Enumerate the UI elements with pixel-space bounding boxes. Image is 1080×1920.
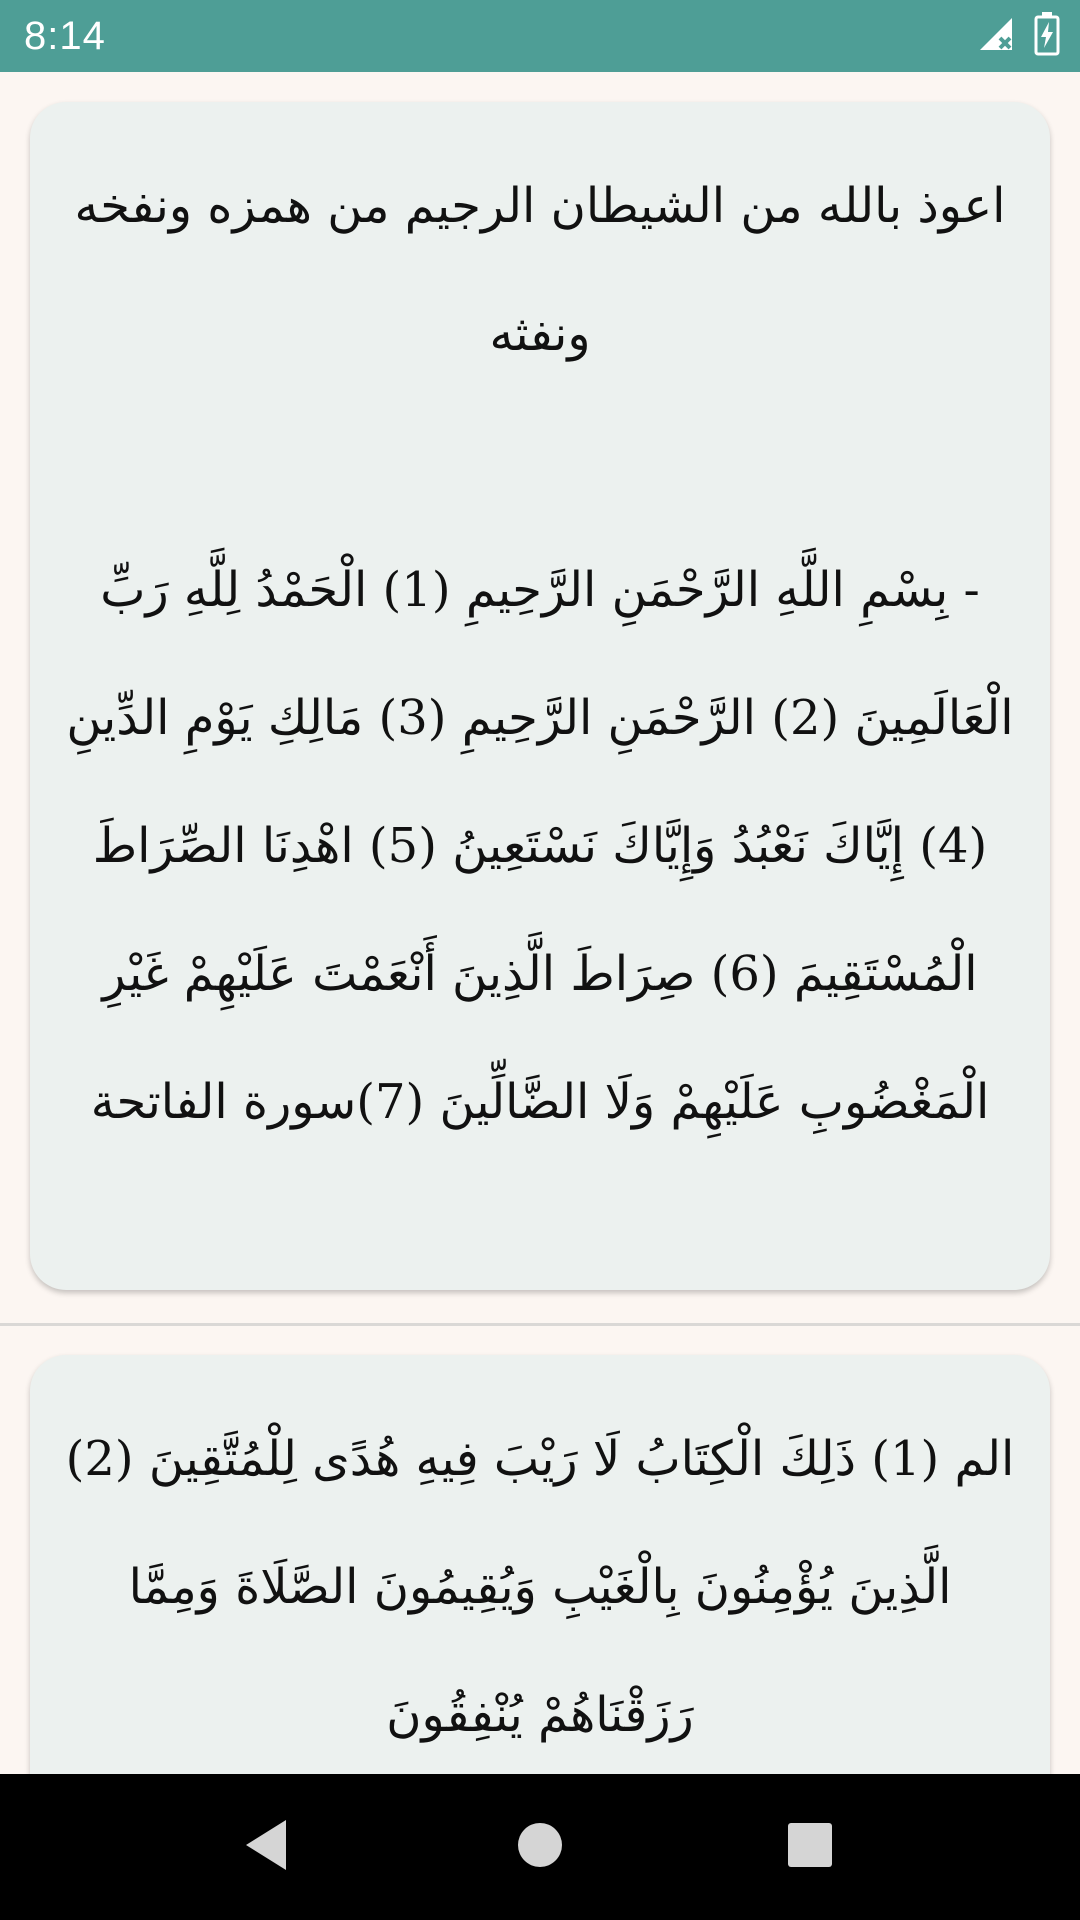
battery-charging-icon [1034, 12, 1060, 60]
navigation-bar [0, 1774, 1080, 1920]
home-button[interactable] [470, 1774, 610, 1920]
signal-off-icon [976, 14, 1016, 58]
status-time: 8:14 [24, 14, 106, 58]
status-bar [0, 0, 1080, 72]
verse-text: الم (1) ذَلِكَ الْكِتَابُ لَا رَيْبَ فِيهِ هُدًى لِلْمُتَّقِينَ (2) الَّذِينَ يُؤْمِنُونَ بِالْغَيْبِ وَيُقِيمُونَ الصَّلَاةَ وَمِمَّا رَزَقْنَاهُمْ يُنْفِقُونَ [65, 1431, 1015, 1743]
back-icon [242, 1818, 290, 1876]
recents-button[interactable] [740, 1774, 880, 1920]
verse-text: اعوذ بالله من الشيطان الرجيم من همزه ونفخه ونفثه - بِسْمِ اللَّهِ الرَّحْمَنِ الرَّحِيمِ (1) الْحَمْدُ لِلَّهِ رَبِّ الْعَالَمِينَ (2) الرَّحْمَنِ الرَّحِيمِ (3) مَالِكِ يَوْمِ الدِّينِ (4) إِيَّاكَ نَعْبُدُ وَإِيَّاكَ نَسْتَعِينُ (5) اهْدِنَا الصِّرَاطَ الْمُسْتَقِيمَ (6) صِرَاطَ الَّذِينَ أَنْعَمْتَ عَلَيْهِمْ غَيْرِ الْمَغْضُوبِ عَلَيْهِمْ وَلَا الضَّالِّينَ (7)سورة الفاتحة [66, 178, 1014, 1130]
divider [0, 1323, 1080, 1326]
content-list[interactable] [0, 72, 1080, 1774]
verse-card[interactable] [30, 102, 1050, 1290]
status-icons [976, 14, 1060, 58]
back-button[interactable] [196, 1774, 336, 1920]
home-icon [517, 1822, 563, 1872]
recents-icon [787, 1822, 833, 1872]
verse-card[interactable] [30, 1355, 1050, 1774]
